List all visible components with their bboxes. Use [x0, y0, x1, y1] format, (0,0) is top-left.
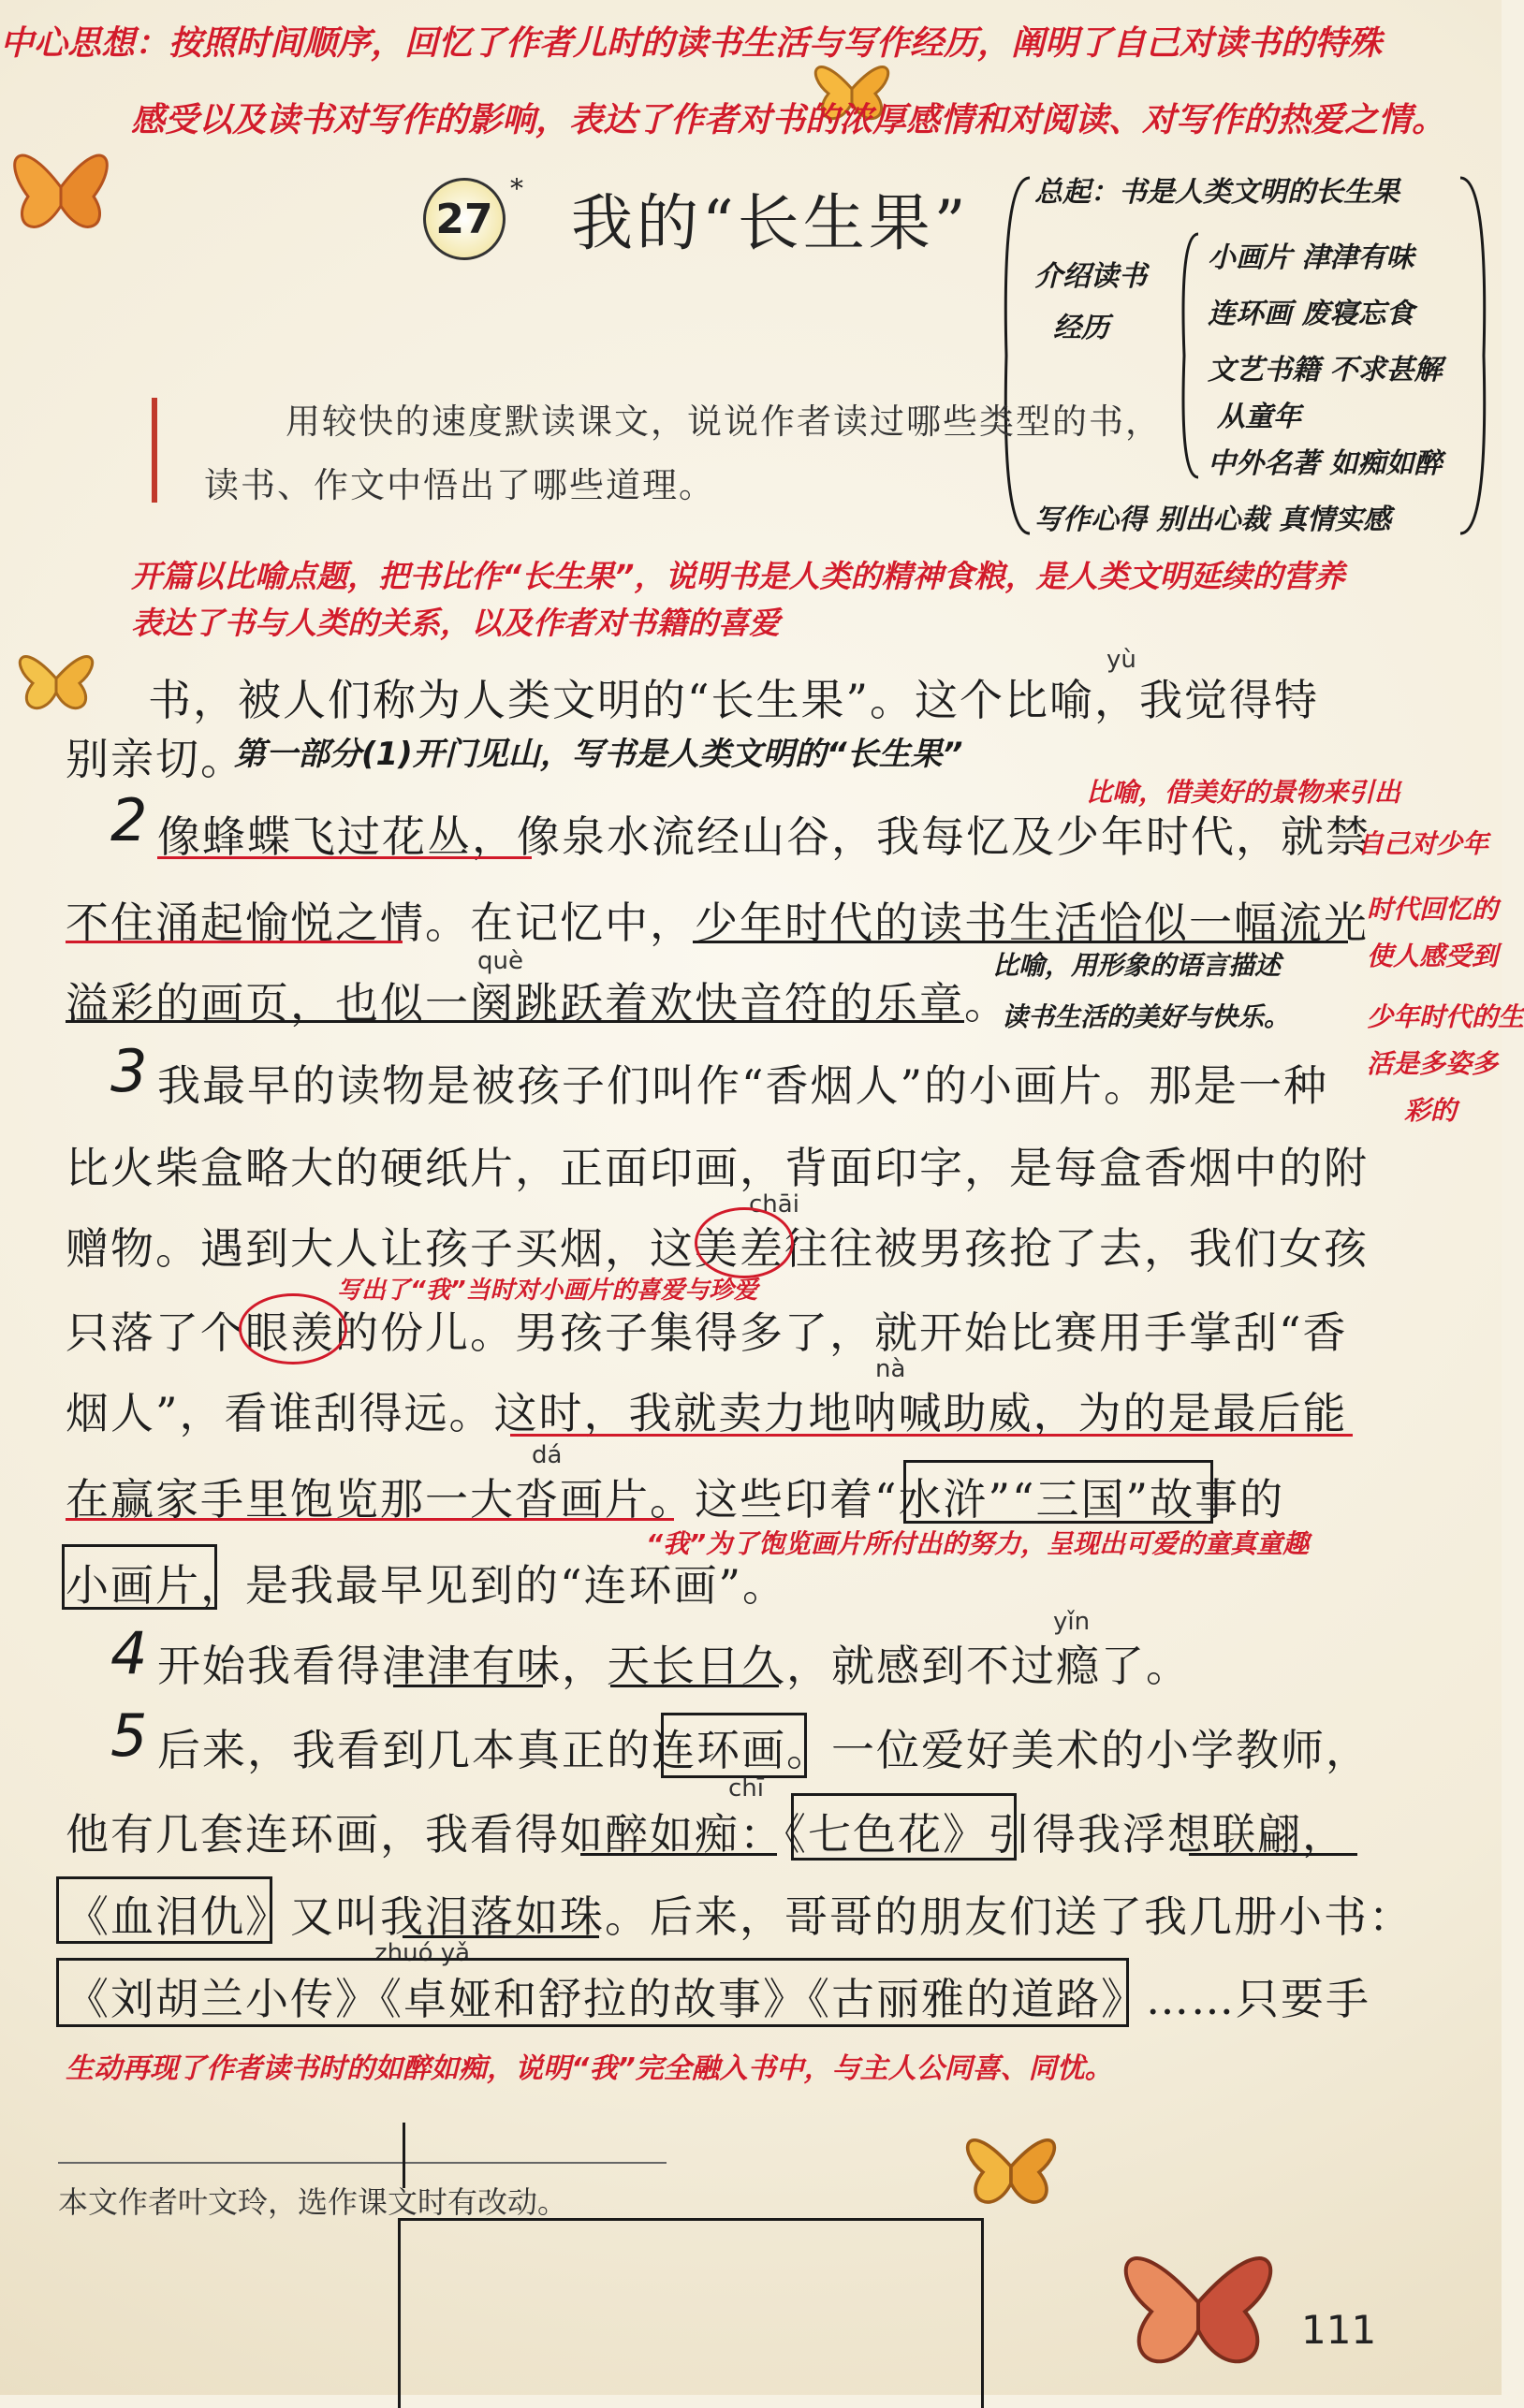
hand-drawn-box	[398, 2218, 984, 2408]
note-p3-effort: “我”为了饱览画片所付出的努力，呈现出可爱的童真童趣	[646, 1528, 1310, 1559]
box-mark	[62, 1544, 217, 1610]
text-line-8: 赠物。遇到大人让孩子买烟，这美差往往被男孩抢了去，我们女孩	[66, 1223, 1369, 1274]
pinyin-yu: yù	[1106, 646, 1136, 674]
text-line-17: 《刘胡兰小传》《卓娅和舒拉的故事》《古丽雅的道路》……只要手	[66, 1974, 1370, 2024]
footnote: 本文作者叶文玲，选作课文时有改动。	[58, 2184, 568, 2220]
underline-red	[157, 856, 532, 859]
lesson-title: 我的“长生果”	[571, 187, 970, 259]
annotation-central-idea-cont: 感受以及读书对写作的影响，表达了作者对书的浓厚感情和对阅读、对写作的热爱之情。	[131, 101, 1446, 139]
para-num-2: 2	[110, 786, 148, 854]
box-mark	[661, 1713, 807, 1778]
text-line-12: 小画片，是我最早见到的“连环画”。	[66, 1560, 788, 1611]
text-line-2: 别亲切。	[66, 734, 245, 784]
butterfly-icon	[955, 2115, 1067, 2218]
para-num-5: 5	[110, 1701, 148, 1770]
pinyin-zhuoya: zhuó yǎ	[374, 1939, 471, 1967]
circle-mark	[239, 1293, 347, 1365]
text-line-14: 后来，我看到几本真正的连环画。一位爱好美术的小学教师，	[157, 1725, 1370, 1775]
outline-reading-exp-2: 经历	[1053, 312, 1109, 344]
outline-reading-exp: 介绍读书	[1034, 260, 1147, 293]
pinyin-chi: chī	[728, 1774, 764, 1802]
underline-red	[66, 1518, 674, 1521]
note-p2-right-4: 少年时代的生	[1367, 1001, 1524, 1032]
outline-item-literature: 文艺书籍 不求甚解	[1208, 354, 1443, 387]
note-p2-right-2: 时代回忆的	[1367, 894, 1499, 925]
annotation-intro-cont: 表达了书与人类的关系，以及作者对书籍的喜爱	[131, 605, 780, 641]
box-mark	[56, 1958, 1129, 2027]
text-line-11: 在赢家手里饱览那一大沓画片。这些印着“水浒”“三国”故事的	[66, 1474, 1285, 1525]
text-line-1: 书，被人们称为人类文明的“长生果”。这个比喻，我觉得特	[148, 675, 1320, 725]
para-num-3: 3	[110, 1037, 148, 1105]
outline-bracket-icon	[992, 168, 1498, 543]
box-mark	[56, 1876, 272, 1944]
note-p2-metaphor-desc-2: 读书生活的美好与快乐。	[1002, 1001, 1291, 1032]
outline-item-childhood: 从童年	[1217, 401, 1301, 433]
note-p2-right-5: 活是多姿多	[1367, 1048, 1499, 1079]
instruction-line-2: 读书、作文中悟出了哪些道理。	[204, 465, 715, 505]
text-line-15: 他有几套连环画，我看得如醉如痴：《七色花》引得我浮想联翩，	[66, 1809, 1347, 1860]
underline-black	[610, 1685, 779, 1687]
text-line-9: 只落了个眼羡的份儿。男孩子集得多了，就开始比赛用手掌刮“香	[66, 1307, 1348, 1358]
outline-item-picture-cards: 小画片 津津有味	[1208, 241, 1414, 274]
circle-mark	[695, 1207, 794, 1278]
text-line-16: 《血泪仇》又叫我泪落如珠。后来，哥哥的朋友们送了我几册小书：	[66, 1891, 1414, 1942]
box-mark	[791, 1793, 1017, 1861]
outline-item-comics: 连环画 废寝忘食	[1208, 298, 1414, 330]
pinyin-da: dá	[532, 1441, 563, 1469]
note-p2-right-6: 彩的	[1404, 1095, 1458, 1126]
text-line-5: 溢彩的画页，也似一阕跳跃着欢快音符的乐章。	[66, 978, 1009, 1029]
text-line-7: 比火柴盒略大的硬纸片，正面印画，背面印字，是每盒香烟中的附	[66, 1143, 1369, 1193]
footnote-rule	[58, 2162, 667, 2164]
text-line-4: 不住涌起愉悦之情。在记忆中，少年时代的读书生活恰似一幅流光	[66, 898, 1369, 948]
note-p2-right-3: 使人感受到	[1367, 941, 1499, 971]
note-part-1: 第一部分(1)开门见山，写书是人类文明的“长生果”	[234, 736, 963, 773]
lesson-number-badge	[423, 178, 506, 260]
box-mark	[903, 1460, 1213, 1524]
underline-black	[393, 1685, 543, 1687]
page-number: 111	[1301, 2307, 1377, 2353]
annotation-central-idea: 中心思想：按照时间顺序，回忆了作者儿时的读书生活与写作经历，阐明了自己对读书的特殊	[0, 24, 1383, 63]
lesson-star: *	[510, 173, 523, 204]
underline-black	[693, 941, 1348, 943]
pinyin-yin: yǐn	[1053, 1608, 1091, 1636]
para-num-4: 4	[110, 1619, 148, 1687]
text-line-6: 我最早的读物是被孩子们叫作“香烟人”的小画片。那是一种	[157, 1060, 1329, 1111]
outline-item-classics: 中外名著 如痴如醉	[1208, 447, 1443, 480]
underline-red	[510, 1434, 1353, 1437]
note-p5-immersion: 生动再现了作者读书时的如醉如痴，说明“我”完全融入书中，与主人公同喜、同忧。	[66, 2052, 1113, 2085]
butterfly-icon	[9, 636, 103, 721]
pinyin-que: què	[477, 947, 523, 975]
note-p2-metaphor-desc: 比喻，用形象的语言描述	[992, 950, 1282, 981]
outline-writing: 写作心得 别出心裁 真情实感	[1034, 503, 1391, 536]
text-line-3: 像蜂蝶飞过花丛，像泉水流经山谷，我每忆及少年时代，就禁	[157, 811, 1370, 862]
instruction-bar	[152, 398, 157, 503]
instruction-line-1: 用较快的速度默读课文，说说作者读过哪些类型的书，	[286, 401, 1162, 442]
underline-black	[403, 1935, 599, 1938]
underline-black	[1189, 1853, 1357, 1856]
annotation-intro: 开篇以比喻点题，把书比作“长生果”，说明书是人类的精神食粮，是人类文明延续的营养	[131, 558, 1345, 594]
text-line-10: 烟人”，看谁刮得远。这时，我就卖力地呐喊助威，为的是最后能	[66, 1388, 1348, 1438]
pinyin-chai: chāi	[749, 1190, 799, 1219]
underline-red	[66, 941, 403, 943]
note-p3-cards: 写出了“我”当时对小画片的喜爱与珍爱	[337, 1277, 758, 1305]
outline-summary: 总起：书是人类文明的长生果	[1034, 176, 1399, 209]
underline-black	[580, 1853, 777, 1856]
lesson-number: 27	[435, 195, 493, 243]
text-line-13: 开始我看得津津有味，天长日久，就感到不过瘾了。	[157, 1641, 1191, 1691]
pinyin-na: nà	[875, 1355, 906, 1383]
butterfly-icon	[0, 122, 122, 253]
note-p2-right-1: 自己对少年	[1357, 828, 1489, 859]
note-p2-metaphor: 比喻，借美好的景物来引出	[1086, 777, 1401, 808]
underline-black	[66, 1020, 964, 1023]
butterfly-icon	[1105, 2218, 1292, 2386]
